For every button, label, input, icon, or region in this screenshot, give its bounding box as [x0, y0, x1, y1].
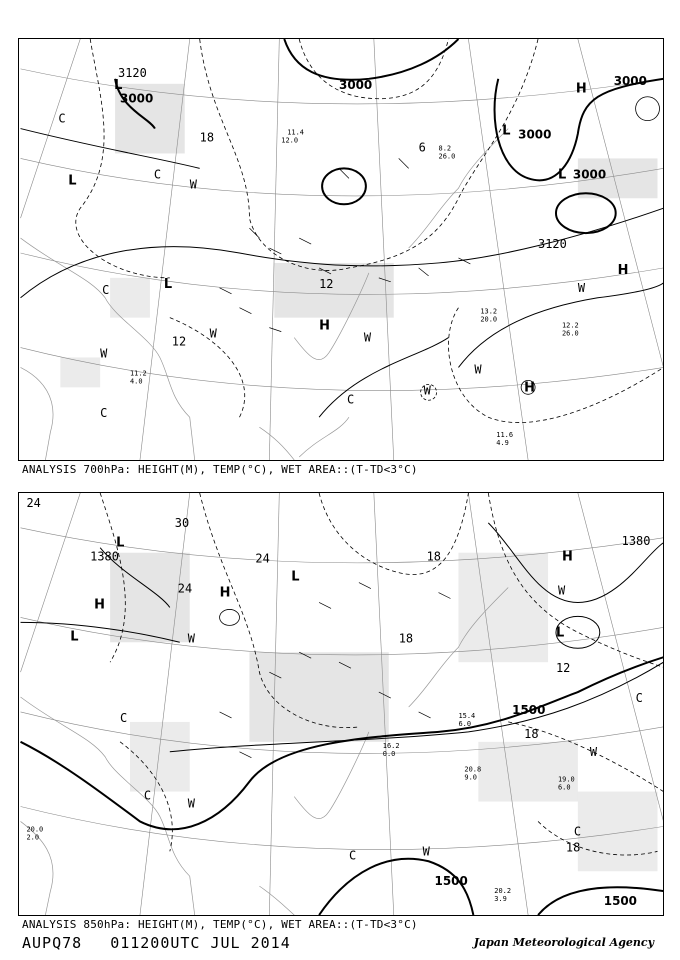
- height-label: 3000: [339, 77, 373, 92]
- station-temp: 15.4: [458, 711, 476, 720]
- station-dewpoint-depression: 6.0: [557, 783, 571, 792]
- temp-label: 18: [524, 726, 539, 741]
- cold-center: C: [143, 788, 152, 803]
- station-temp: 11.4: [287, 128, 305, 137]
- map-700hpa-svg: [19, 39, 664, 460]
- cold-center: C: [58, 111, 66, 126]
- agency-credit: Japan Meteorological Agency: [473, 936, 654, 949]
- low-center: L: [114, 77, 123, 93]
- station-dewpoint-depression: 26.0: [438, 152, 456, 161]
- temp-label: 12: [171, 334, 187, 349]
- height-label: 1500: [512, 702, 546, 717]
- station-temp: 20.2: [494, 887, 512, 896]
- station-temp: 19.0: [557, 775, 575, 784]
- station-temp: 11.6: [496, 431, 514, 440]
- temp-label: 18: [426, 549, 441, 564]
- cold-center: C: [100, 406, 108, 421]
- low-center: L: [555, 625, 565, 641]
- station-temp: 8.2: [438, 144, 452, 153]
- low-center: L: [68, 173, 77, 189]
- warm-center: W: [363, 330, 372, 345]
- height-3000-contours: [115, 39, 663, 233]
- height-label: 1500: [603, 894, 637, 909]
- temp-label: 24: [26, 495, 41, 510]
- map-850hpa-svg: [19, 493, 664, 915]
- station-temp: 16.2: [382, 741, 400, 750]
- warm-center: W: [187, 796, 195, 811]
- high-center: H: [575, 81, 587, 97]
- closed-contour: [220, 609, 240, 625]
- high-center: H: [524, 380, 535, 396]
- height-label: 3000: [518, 127, 552, 142]
- low-center: L: [70, 629, 79, 645]
- low-center: L: [502, 123, 511, 139]
- height-label: 3120: [118, 65, 147, 80]
- temp-label: 24: [177, 581, 193, 596]
- station-dewpoint-depression: 12.0: [281, 136, 299, 145]
- coastline: [21, 129, 509, 460]
- station-dewpoint-depression: 26.0: [561, 329, 579, 338]
- temp-label: 18: [398, 631, 414, 646]
- wet-area: [60, 81, 657, 388]
- bulletin-code: AUPQ78: [22, 934, 83, 952]
- warm-center: W: [209, 326, 217, 341]
- station-dewpoint-depression: 4.9: [496, 439, 509, 448]
- height-label: 1380: [621, 533, 651, 548]
- cold-center: C: [153, 167, 162, 182]
- height-label: 3000: [572, 167, 607, 182]
- height-label: 3120: [538, 237, 567, 252]
- warm-center: W: [474, 362, 482, 377]
- height-label: 3000: [120, 91, 154, 106]
- high-center: H: [219, 585, 231, 601]
- station-dewpoint-depression: 4.0: [130, 377, 143, 386]
- cold-center: C: [120, 710, 128, 725]
- station-dewpoint-depression: 20.0: [480, 315, 498, 324]
- high-center: H: [94, 597, 106, 613]
- height-label: 1500: [434, 874, 468, 889]
- high-center: H: [617, 262, 629, 278]
- low-center: L: [291, 569, 300, 585]
- height-label: 3000: [613, 73, 647, 88]
- warm-center: W: [577, 280, 586, 295]
- height-label: 1380: [90, 549, 119, 564]
- station-temp: 13.2: [480, 307, 498, 316]
- warm-center: W: [557, 583, 566, 598]
- warm-center: W: [589, 744, 598, 759]
- temp-label: 30: [174, 515, 190, 530]
- station-temp: 20.0: [26, 825, 44, 834]
- temp-label: 18: [565, 840, 581, 855]
- warm-center: W: [189, 177, 197, 192]
- panel-caption-850hpa: ANALYSIS 850hPa: HEIGHT(M), TEMP(°C), WET AREA::(T-TD<3°C): [22, 918, 418, 931]
- station-dewpoint-depression: 9.0: [464, 773, 477, 782]
- temp-label: 12: [319, 276, 334, 291]
- warm-center: W: [423, 383, 431, 398]
- map-850hpa: [18, 492, 664, 916]
- warm-center: W: [422, 844, 430, 859]
- panel-caption-700hpa: ANALYSIS 700hPa: HEIGHT(M), TEMP(°C), WET AREA::(T-TD<3°C): [22, 463, 418, 476]
- cold-center: C: [635, 691, 643, 706]
- station-dewpoint-depression: 6.0: [458, 719, 472, 728]
- low-center: L: [116, 535, 125, 551]
- coastline: [21, 585, 512, 915]
- station-dewpoint-depression: 0.0: [382, 749, 396, 758]
- temp-label: 12: [555, 661, 571, 676]
- low-center: L: [557, 167, 567, 183]
- high-center: H: [319, 318, 330, 334]
- temp-label: 6: [418, 140, 426, 155]
- warm-center: W: [100, 346, 108, 361]
- cold-center: C: [102, 282, 110, 297]
- valid-time: 011200UTC JUL 2014: [110, 934, 291, 952]
- temp-label: 18: [199, 130, 215, 145]
- cold-center: C: [573, 824, 582, 839]
- station-temp: 12.2: [561, 321, 579, 330]
- station-temp: 11.2: [130, 369, 147, 378]
- temp-label: 24: [255, 551, 270, 566]
- cold-center: C: [346, 392, 355, 407]
- closed-contour: [636, 97, 660, 121]
- cold-center: C: [348, 848, 357, 863]
- high-center: H: [561, 549, 573, 565]
- warm-center: W: [187, 631, 195, 646]
- station-temp: 20.8: [464, 765, 482, 774]
- low-center: L: [163, 276, 173, 292]
- map-700hpa: [18, 38, 664, 461]
- chart-identifier: [22, 934, 319, 952]
- station-dewpoint-depression: 2.0: [26, 833, 40, 842]
- station-dewpoint-depression: 3.9: [494, 895, 507, 904]
